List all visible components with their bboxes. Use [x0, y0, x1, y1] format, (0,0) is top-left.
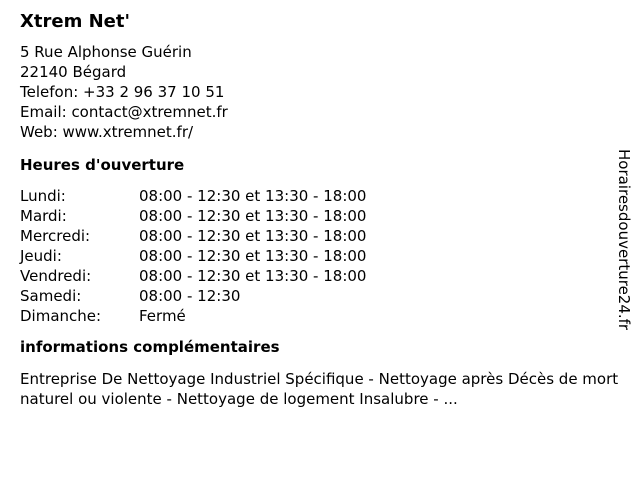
day-label: Vendredi: [20, 267, 92, 285]
hours-heading: Heures d'ouverture [20, 156, 185, 174]
hours-row-thursday [20, 246, 620, 266]
watermark-text: Horairesdouverture24.fr [615, 149, 633, 331]
phone-text: Telefon: +33 2 96 37 10 51 [20, 83, 225, 101]
day-label: Mardi: [20, 207, 67, 225]
day-label: Lundi: [20, 187, 66, 205]
address-city: 22140 Bégard [20, 63, 127, 81]
time-value: 08:00 - 12:30 et 13:30 - 18:00 [139, 207, 367, 225]
hours-row-friday [20, 266, 620, 286]
time-value: 08:00 - 12:30 et 13:30 - 18:00 [139, 187, 367, 205]
business-name: Xtrem Net' [20, 11, 130, 32]
time-value: 08:00 - 12:30 et 13:30 - 18:00 [139, 247, 367, 265]
day-label: Dimanche: [20, 307, 102, 325]
hours-row-saturday [20, 286, 620, 306]
time-value: 08:00 - 12:30 et 13:30 - 18:00 [139, 267, 367, 285]
business-card [20, 10, 620, 409]
website-text: Web: www.xtremnet.fr/ [20, 123, 194, 141]
time-value: Fermé [139, 307, 186, 325]
hours-table [20, 186, 620, 326]
time-value: 08:00 - 12:30 et 13:30 - 18:00 [139, 227, 367, 245]
hours-row-wednesday [20, 226, 620, 246]
email-text: Email: contact@xtremnet.fr [20, 103, 228, 121]
contact-block [20, 42, 620, 142]
day-label: Jeudi: [20, 247, 62, 265]
address-street: 5 Rue Alphonse Guérin [20, 43, 192, 61]
hours-row-sunday [20, 306, 620, 326]
hours-row-tuesday [20, 206, 620, 226]
day-label: Samedi: [20, 287, 82, 305]
watermark-container [614, 136, 634, 344]
hours-row-monday [20, 186, 620, 206]
time-value: 08:00 - 12:30 [139, 287, 241, 305]
info-heading: informations complémentaires [20, 338, 280, 356]
day-label: Mercredi: [20, 227, 91, 245]
info-description: Entreprise De Nettoyage Industriel Spécifique - Nettoyage après Décès de mort naturel ou violente - Nettoyage de logement Insalubre - ... [20, 370, 619, 408]
